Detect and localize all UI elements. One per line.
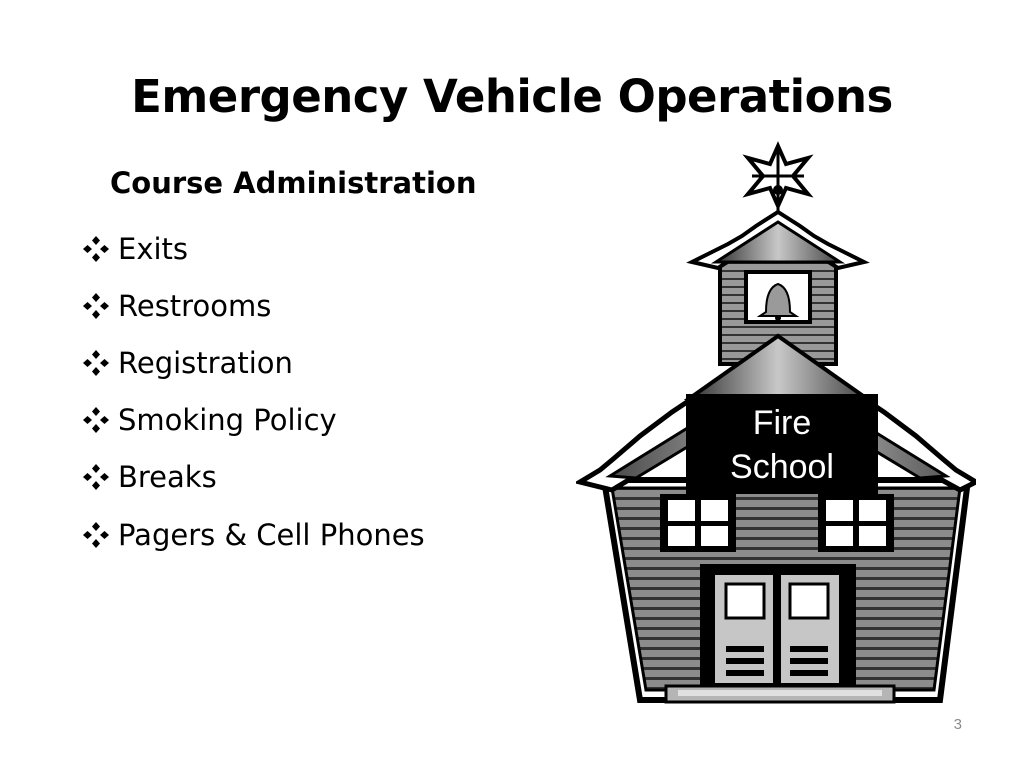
list-item bbox=[80, 220, 425, 277]
list-item bbox=[80, 277, 425, 334]
slide-subheading: Course Administration bbox=[110, 166, 477, 200]
sign-line-1: Fire bbox=[752, 404, 812, 442]
fire-school-sign bbox=[686, 394, 878, 494]
four-diamond-bullet-icon bbox=[80, 291, 112, 321]
list-item bbox=[80, 334, 425, 391]
four-diamond-bullet-icon bbox=[80, 462, 112, 492]
list-item bbox=[80, 392, 425, 449]
list-item bbox=[80, 506, 425, 563]
bullet-text: Breaks bbox=[118, 460, 217, 495]
four-diamond-bullet-icon bbox=[80, 405, 112, 435]
window-right bbox=[818, 494, 894, 552]
bullet-text: Pagers & Cell Phones bbox=[118, 517, 425, 552]
four-diamond-bullet-icon bbox=[80, 234, 112, 264]
slide-title: Emergency Vehicle Operations bbox=[131, 70, 893, 123]
page-number: 3 bbox=[953, 716, 962, 733]
bullet-list bbox=[80, 220, 425, 563]
bullet-text: Restrooms bbox=[118, 288, 272, 323]
bullet-text: Registration bbox=[118, 345, 293, 380]
window-left bbox=[660, 494, 736, 552]
four-diamond-bullet-icon bbox=[80, 348, 112, 378]
list-item bbox=[80, 449, 425, 506]
bullet-text: Exits bbox=[118, 231, 189, 266]
star-weathervane-icon bbox=[748, 146, 808, 214]
bullet-text: Smoking Policy bbox=[118, 403, 337, 438]
double-door bbox=[700, 564, 856, 688]
four-diamond-bullet-icon bbox=[80, 520, 112, 550]
sign-line-2: School bbox=[730, 448, 834, 486]
